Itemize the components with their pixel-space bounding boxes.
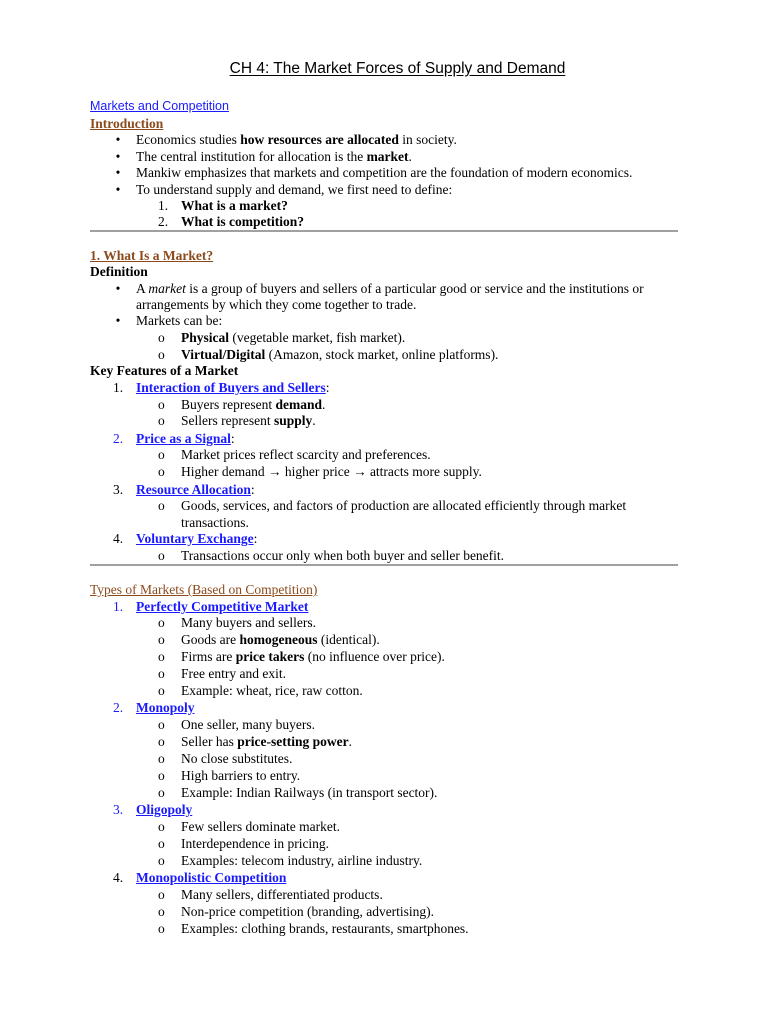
circle-marker: o (158, 464, 165, 479)
feature-4-link[interactable]: Voluntary Exchange (136, 531, 254, 546)
circle-marker: o (158, 768, 165, 783)
circle-marker: o (158, 853, 165, 868)
circle-marker: o (158, 887, 165, 902)
circle-marker: o (158, 734, 165, 749)
bullet-marker: • (115, 149, 121, 164)
circle-marker: o (158, 413, 165, 428)
definition-text: A market is a group of buyers and sellers of a particular good or service and the institutions or (136, 281, 644, 296)
type-2b: Seller has price-setting power. (181, 734, 352, 749)
intro-question-1: What is a market? (181, 198, 288, 213)
key-features-heading: Key Features of a Market (90, 363, 239, 378)
intro-bullet-3: Mankiw emphasizes that markets and competition are the foundation of modern economics. (136, 165, 633, 180)
circle-marker: o (158, 330, 165, 345)
type-3-link[interactable]: Oligopoly (136, 802, 193, 817)
type-3b: Interdependence in pricing. (181, 836, 330, 851)
type-4-link[interactable]: Monopolistic Competition (136, 870, 287, 885)
bullet-marker: • (115, 281, 121, 296)
definition-heading: Definition (90, 264, 148, 279)
number-marker: 4. (113, 531, 124, 546)
circle-marker: o (158, 683, 165, 698)
type-2e: Example: Indian Railways (in transport sector). (181, 785, 438, 800)
circle-marker: o (158, 819, 165, 834)
type-4c: Examples: clothing brands, restaurants, smartphones. (181, 921, 469, 936)
feature-2a: Market prices reflect scarcity and preferences. (181, 447, 431, 462)
type-4b: Non-price competition (branding, advertising). (181, 904, 435, 919)
feature-3: Resource Allocation: (136, 482, 255, 497)
number-marker: 3. (113, 482, 124, 497)
section-link-markets[interactable]: Markets and Competition (90, 99, 229, 113)
intro-question-2: What is competition? (181, 214, 304, 229)
feature-3a: Goods, services, and factors of production are allocated efficiently through market (181, 498, 627, 513)
type-1e: Example: wheat, rice, raw cotton. (181, 683, 363, 698)
circle-marker: o (158, 836, 165, 851)
type-1c: Firms are price takers (no influence over price). (181, 649, 445, 664)
circle-marker: o (158, 615, 165, 630)
number-marker: 3. (113, 802, 124, 817)
type-2c: No close substitutes. (181, 751, 293, 766)
feature-2b: Higher demand → higher price → attracts more supply. (181, 464, 482, 479)
circle-marker: o (158, 921, 165, 936)
bullet-marker: • (115, 132, 121, 147)
circle-marker: o (158, 397, 165, 412)
feature-2: Price as a Signal: (136, 431, 235, 446)
number-marker: 1. (113, 380, 124, 395)
type-3c: Examples: telecom industry, airline industry. (181, 853, 423, 868)
type-2-link[interactable]: Monopoly (136, 700, 195, 715)
type-1b: Goods are homogeneous (identical). (181, 632, 380, 647)
intro-bullet-4: To understand supply and demand, we first need to define: (136, 182, 453, 197)
number-marker: 1. (158, 198, 169, 213)
circle-marker: o (158, 632, 165, 647)
number-marker: 2. (158, 214, 169, 229)
circle-marker: o (158, 548, 165, 563)
feature-1b: Sellers represent supply. (181, 413, 316, 428)
feature-4: Voluntary Exchange: (136, 531, 258, 546)
circle-marker: o (158, 904, 165, 919)
feature-3-link[interactable]: Resource Allocation (136, 482, 251, 497)
feature-1a: Buyers represent demand. (181, 397, 326, 412)
circle-marker: o (158, 785, 165, 800)
circle-marker: o (158, 666, 165, 681)
feature-1-link[interactable]: Interaction of Buyers and Sellers (136, 380, 326, 395)
type-1a: Many buyers and sellers. (181, 615, 316, 630)
definition-text-cont: arrangements by which they come together to trade. (136, 297, 417, 312)
feature-3a-cont: transactions. (181, 515, 249, 530)
number-marker: 1. (113, 599, 124, 614)
feature-4a: Transactions occur only when both buyer and seller benefit. (181, 548, 505, 563)
feature-2-link[interactable]: Price as a Signal (136, 431, 231, 446)
type-4a: Many sellers, differentiated products. (181, 887, 383, 902)
type-2a: One seller, many buyers. (181, 717, 316, 732)
intro-heading: Introduction (90, 116, 164, 131)
feature-1: Interaction of Buyers and Sellers: (136, 380, 330, 395)
circle-marker: o (158, 649, 165, 664)
bullet-marker: • (115, 313, 121, 328)
type-1d: Free entry and exit. (181, 666, 286, 681)
circle-marker: o (158, 751, 165, 766)
circle-marker: o (158, 498, 165, 513)
bullet-marker: • (115, 165, 121, 180)
circle-marker: o (158, 447, 165, 462)
number-marker: 2. (113, 431, 124, 446)
number-marker: 2. (113, 700, 124, 715)
divider (90, 564, 678, 566)
type-2d: High barriers to entry. (181, 768, 301, 783)
type-3a: Few sellers dominate market. (181, 819, 340, 834)
market-virtual: Virtual/Digital (Amazon, stock market, online platforms). (181, 347, 499, 362)
what-market-heading: 1. What Is a Market? (90, 248, 214, 263)
market-physical: Physical (vegetable market, fish market). (181, 330, 406, 345)
page-title: CH 4: The Market Forces of Supply and Demand (229, 60, 566, 77)
circle-marker: o (158, 347, 165, 362)
type-1-link[interactable]: Perfectly Competitive Market (136, 599, 309, 614)
types-heading: Types of Markets (Based on Competition) (90, 582, 318, 597)
bullet-marker: • (115, 182, 121, 197)
divider (90, 230, 678, 232)
intro-bullet-1: Economics studies how resources are allocated in society. (136, 132, 457, 147)
intro-bullet-2: The central institution for allocation is the market. (136, 149, 412, 164)
markets-can-be: Markets can be: (136, 313, 223, 328)
number-marker: 4. (113, 870, 124, 885)
circle-marker: o (158, 717, 165, 732)
